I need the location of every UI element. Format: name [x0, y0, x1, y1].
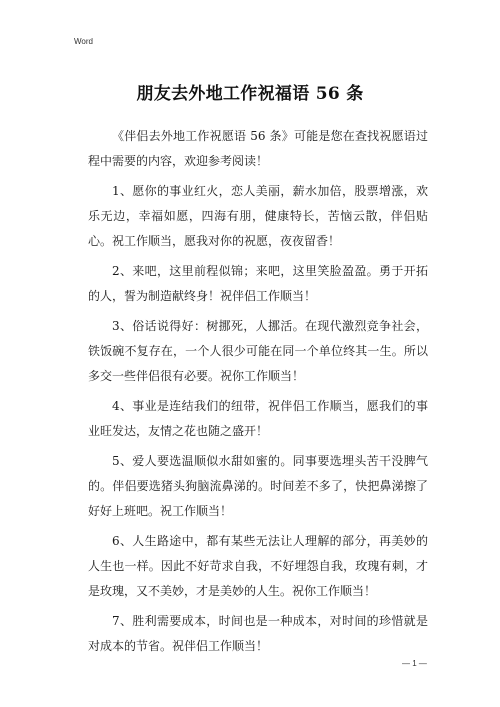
document-body: [88, 124, 428, 664]
paragraph-intro: 《伴侣去外地工作祝愿语 56 条》可能是您在查找祝愿语过程中需要的内容，欢迎参考阅读！: [88, 129, 428, 168]
paragraph-6: 6、人生路途中，都有某些无法让人理解的部分，再美妙的人生也一样。因此不好苛求自我，不好埋怨自我，玫瑰有刺，才是玫瑰，又不美妙，才是美妙的人生。祝你工作顺当！: [88, 534, 428, 598]
page-number: — 1 —: [402, 659, 427, 668]
paragraph-3: 3、俗话说得好：树挪死，人挪活。在现代激烈竞争社会，铁饭碗不复存在，一个人很少可能在同一个单位终其一生。所以多交一些伴侣很有必要。祝你工作顺当！: [88, 319, 428, 383]
paragraph-4: 4、事业是连结我们的纽带，祝伴侣工作顺当，愿我们的事业旺发达，友情之花也随之盛开！: [88, 399, 428, 438]
paragraph-7: 7、胜利需要成本，时间也是一种成本，对时间的珍惜就是对成本的节省。祝伴侣工作顺当！: [88, 614, 428, 653]
paragraph-2: 2、来吧，这里前程似锦；来吧，这里笑脸盈盈。勇于开拓的人，誓为制造献终身！祝伴侣工作顺当！: [88, 264, 428, 303]
header-app-label: Word: [74, 37, 93, 46]
document-title: 朋友去外地工作祝福语 56 条: [136, 84, 364, 104]
paragraph-5: 5、爱人要选温顺似水甜如蜜的。同事要选埋头苦干没脾气的。伴侣要选猪头狗脑流鼻涕的。时间差不多了，快把鼻涕擦了好好上班吧。祝工作顺当！: [88, 454, 428, 518]
paragraph-1: 1、愿你的事业红火，恋人美丽，薪水加倍，股票增涨，欢乐无边，幸福如愿，四海有朋，健康特长，苦恼云散，伴侣贴心。祝工作顺当，愿我对你的祝愿，夜夜留香！: [88, 184, 428, 248]
